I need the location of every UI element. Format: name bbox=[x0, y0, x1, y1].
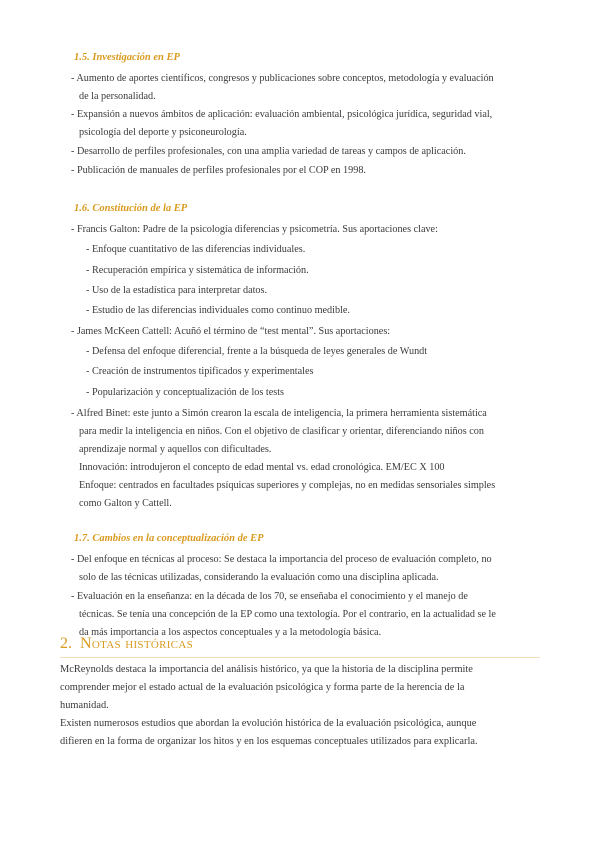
sub-bullet-line: - Enfoque cuantitativo de las diferencias individuales. bbox=[86, 244, 306, 255]
heading-underline bbox=[60, 657, 540, 658]
section-number: 2. bbox=[60, 635, 72, 652]
sub-bullet-line: - Uso de la estadística para interpretar datos. bbox=[86, 285, 268, 296]
bullet-continuation: de la personalidad. bbox=[79, 91, 156, 102]
bullet-line: - Expansión a nuevos ámbitos de aplicación: evaluación ambiental, psicológica jurídica, seguridad vial, bbox=[71, 109, 493, 120]
paragraph-line: comprender mejor el estado actual de la evaluación psicológica y forma parte de la herencia de la bbox=[60, 682, 465, 693]
sub-bullet-line: - Popularización y conceptualización de los tests bbox=[86, 387, 285, 398]
bullet-line: - Alfred Binet: este junto a Simón crearon la escala de inteligencia, la primera herramienta sistemática bbox=[71, 408, 487, 419]
sub-bullet-line: - Defensa del enfoque diferencial, frente a la búsqueda de leyes generales de Wundt bbox=[86, 346, 428, 357]
section-title-1-7: 1.7. Cambios en la conceptualización de EP bbox=[74, 533, 264, 544]
paragraph-line: humanidad. bbox=[60, 700, 109, 711]
paragraph-line: difieren en la forma de organizar los hitos y en los esquemas conceptuales utilizados para explicarla. bbox=[60, 736, 478, 747]
bullet-line: - Publicación de manuales de perfiles profesionales por el COP en 1998. bbox=[71, 165, 366, 176]
bullet-line: - Francis Galton: Padre de la psicología diferencias y psicometría. Sus aportaciones clave: bbox=[71, 224, 438, 235]
section-title-1-5: 1.5. Investigación en EP bbox=[74, 52, 180, 63]
bullet-line: - James McKeen Cattell: Acuñó el término de “test mental”. Sus aportaciones: bbox=[71, 326, 391, 337]
bullet-continuation: para medir la inteligencia en niños. Con el objetivo de clasificar y orientar, diferenciando niños con bbox=[79, 426, 484, 437]
bullet-continuation: psicología del deporte y psiconeurología. bbox=[79, 127, 247, 138]
bullet-continuation: Innovación: introdujeron el concepto de edad mental vs. edad cronológica. EM/EC X 100 bbox=[79, 462, 445, 473]
section-heading-text: Notas históricas bbox=[80, 635, 193, 652]
bullet-line: - Evaluación en la enseñanza: en la década de los 70, se enseñaba el conocimiento y el manejo de bbox=[71, 591, 468, 602]
bullet-line: - Desarrollo de perfiles profesionales, con una amplia variedad de tareas y campos de aplicación. bbox=[71, 146, 466, 157]
bullet-continuation: da más importancia a los aspectos conceptuales y a la metodología básica. bbox=[79, 627, 382, 638]
bullet-continuation: técnicas. Se tenía una concepción de la EP como una textología. Por el contrario, en la actualidad se le bbox=[79, 609, 496, 620]
sub-bullet-line: - Creación de instrumentos tipificados y experimentales bbox=[86, 366, 314, 377]
sub-bullet-line: - Recuperación empírica y sistemática de información. bbox=[86, 265, 309, 276]
bullet-continuation: Enfoque: centrados en facultades psíquicas superiores y complejas, no en medidas sensoriales simples bbox=[79, 480, 496, 491]
section-title-1-6: 1.6. Constitución de la EP bbox=[74, 203, 188, 214]
bullet-continuation: aprendizaje normal y aquellos con dificultades. bbox=[79, 444, 272, 455]
sub-bullet-line: - Estudio de las diferencias individuales como continuo medible. bbox=[86, 305, 350, 316]
section-heading-2 bbox=[60, 635, 193, 653]
paragraph-line: McReynolds destaca la importancia del análisis histórico, ya que la historia de la disciplina permite bbox=[60, 664, 473, 675]
paragraph-line: Existen numerosos estudios que abordan la evolución histórica de la evaluación psicológica, aunque bbox=[60, 718, 477, 729]
bullet-continuation: solo de las técnicas utilizadas, considerando la evaluación como una disciplina aplicada. bbox=[79, 572, 439, 583]
bullet-line: - Aumento de aportes científicos, congresos y publicaciones sobre conceptos, metodología y evaluación bbox=[71, 73, 494, 84]
bullet-continuation: como Galton y Cattell. bbox=[79, 498, 172, 509]
bullet-line: - Del enfoque en técnicas al proceso: Se destaca la importancia del proceso de evaluación completo, no bbox=[71, 554, 492, 565]
